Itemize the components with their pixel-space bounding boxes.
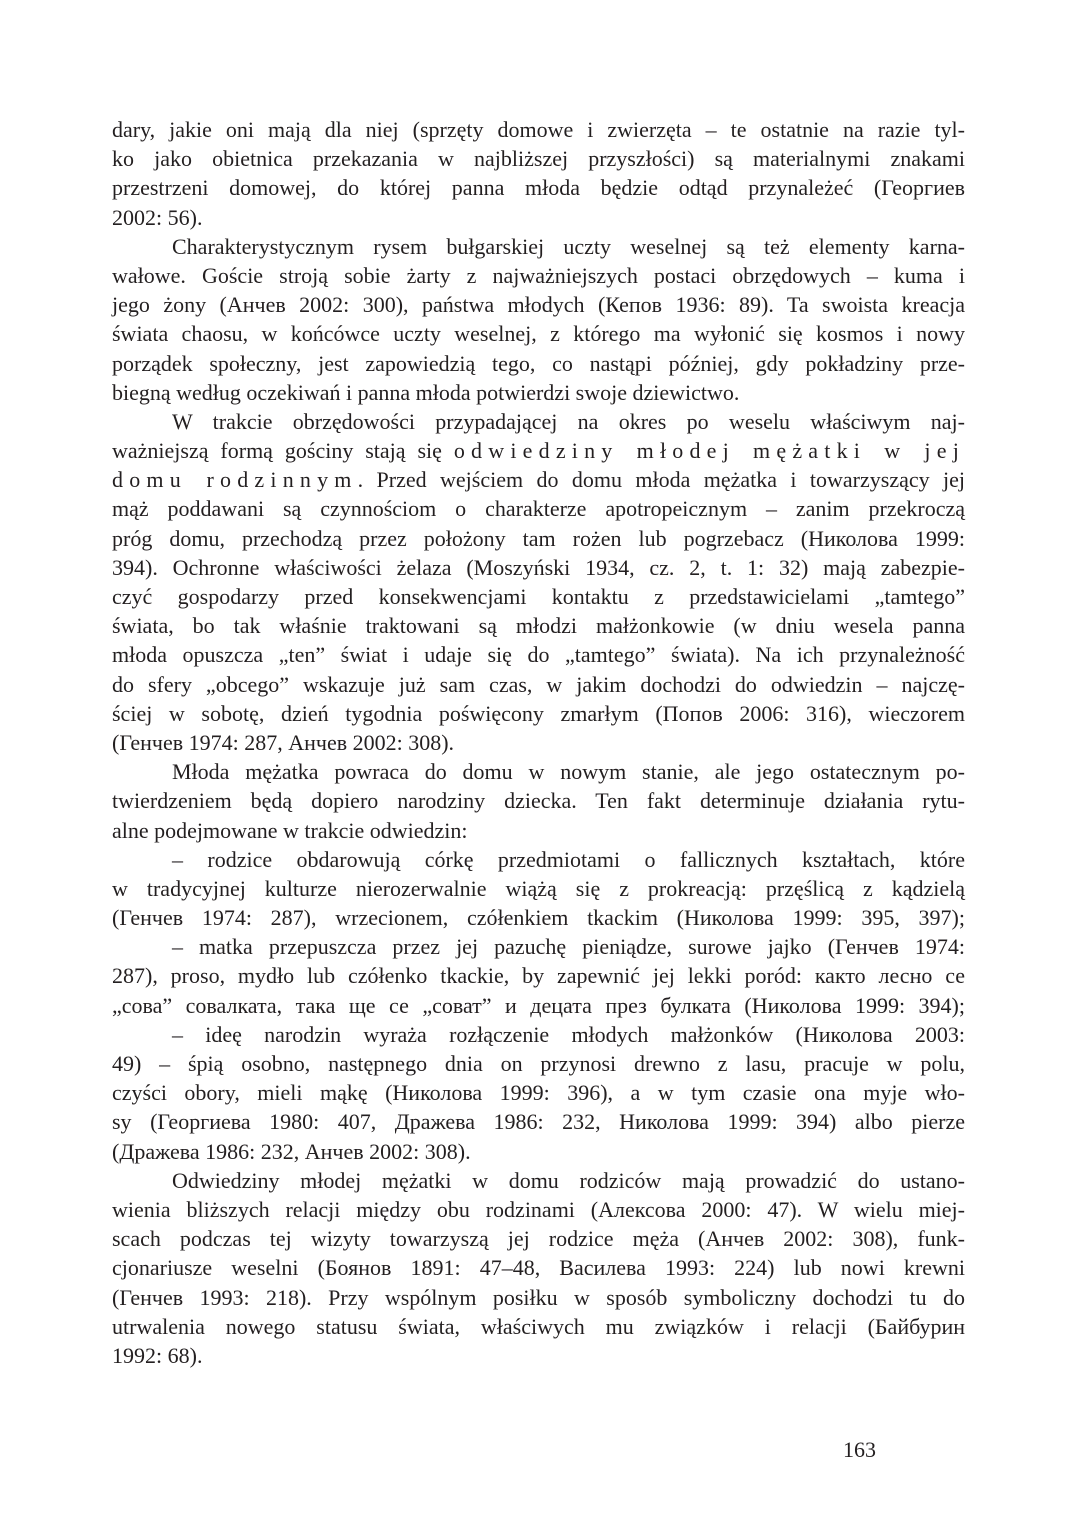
text-line: [112, 349, 965, 378]
line-text: młoda opuszcza „ten” świat i udaje się do „tamtego” świata). Na ich przynależność: [112, 642, 965, 668]
page-number: 163: [843, 1437, 876, 1462]
text-line: [112, 232, 965, 261]
text-line: [112, 115, 965, 144]
text-line: [112, 1166, 965, 1195]
text-line: [112, 524, 965, 553]
body-text: [112, 115, 965, 1370]
text-line: [112, 699, 965, 728]
line-text: do sfery „obcego” wskazuje już sam czas, w jakim dochodzi do odwiedzin – najczę-: [112, 671, 965, 697]
text-line: [112, 553, 965, 582]
line-text: świata chaosu, w końcówce uczty weselnej, z którego ma wyłonić się kosmos i nowy: [112, 321, 965, 347]
line-text: – matka przepuszcza przez jej pazuchę pieniądze, surowe jajko (Генчев 1974:: [172, 934, 965, 960]
text-line: [112, 465, 965, 494]
line-text: „сова” совалката, така ще се „соват” и децата през булката (Николова 1999: 394);: [112, 992, 965, 1018]
line-text: utrwalenia nowego statusu świata, właściwych mu związków i relacji (Байбурин: [112, 1313, 965, 1339]
text-line: [112, 1020, 965, 1049]
text-line: [112, 1049, 965, 1078]
text-line: [112, 728, 965, 757]
line-text: Charakterystycznym rysem bułgarskiej uczty weselnej są też elementy karna-: [172, 233, 965, 259]
text-line: [112, 203, 965, 232]
line-text: mąż poddawani są czynnościom o charakterze apotropeicznym – zanim przekroczą: [112, 496, 965, 522]
line-text: 2002: 56).: [112, 204, 203, 230]
line-text: jego żony (Анчев 2002: 300), państwa młodych (Кепов 1936: 89). Ta swoista kreacja: [112, 292, 965, 318]
text-line: [112, 1078, 965, 1107]
text-line: [112, 640, 965, 669]
line-text: ważniejszą formą gościny stają się: [112, 438, 454, 464]
text-line: [112, 786, 965, 815]
text-line: [112, 1341, 965, 1370]
text-line: [112, 436, 965, 465]
text-line: [112, 1107, 965, 1136]
line-text: sy (Георгиева 1980: 407, Дражева 1986: 232, Николова 1999: 394) albo pierze: [112, 1109, 965, 1135]
line-text: twierdzeniem będą dopiero narodziny dziecka. Ten fakt determinuje działania rytu-: [112, 788, 965, 814]
text-line: [112, 144, 965, 173]
line-text: Odwiedziny młodej mężatki w domu rodziców mają prowadzić do ustano-: [172, 1167, 965, 1193]
text-line: [112, 290, 965, 319]
text-line: [112, 378, 965, 407]
text-line: [112, 961, 965, 990]
line-text: w tradycyjnej kulturze nierozerwalnie wiążą się z prokreacją: przęślicą z kądzielą: [112, 875, 965, 901]
text-line: [112, 1137, 965, 1166]
line-text: – ideę narodzin wyraża rozłączenie młodych małżonków (Николова 2003:: [172, 1021, 965, 1047]
line-text: – rodzice obdarowują córkę przedmiotami o fallicznych kształtach, które: [172, 846, 965, 872]
text-line: [112, 1195, 965, 1224]
text-line: [112, 874, 965, 903]
text-line: [112, 407, 965, 436]
text-line: [112, 1283, 965, 1312]
line-text: scach podczas tej wizyty towarzyszą jej rodzice męża (Анчев 2002: 308), funk-: [112, 1226, 965, 1252]
line-text: Młoda mężatka powraca do domu w nowym stanie, ale jego ostatecznym po-: [172, 759, 965, 785]
line-text: alne podejmowane w trakcie odwiedzin:: [112, 817, 468, 843]
line-text: (Генчев 1993: 218). Przy wspólnym posiłku w sposób symboliczny dochodzi tu do: [112, 1284, 965, 1310]
text-line: [112, 670, 965, 699]
text-line: [112, 173, 965, 202]
text-line: [112, 991, 965, 1020]
text-line: [112, 261, 965, 290]
line-text: przestrzeni domowej, do której panna młoda będzie odtąd przynależeć (Георгиев: [112, 175, 965, 201]
line-text: wienia bliższych relacji między obu rodzinami (Алексова 2000: 47). W wielu miej-: [112, 1196, 965, 1222]
text-line: [112, 1312, 965, 1341]
line-text: 287), proso, mydło lub czółenko tkackie, by zapewnić jej lekki poród: както лесно се: [112, 963, 965, 989]
text-line: [112, 903, 965, 932]
text-line: [112, 582, 965, 611]
line-text: dary, jakie oni mają dla niej (sprzęty domowe i zwierzęta – te ostatnie na razie tyl-: [112, 117, 965, 142]
emphasized-spaced-text: odwiedziny młodej mężatki w jej: [453, 438, 966, 464]
line-text: świata, bo tak właśnie traktowani są młodzi małżonkowie (w dniu wesela panna: [112, 613, 965, 639]
line-text: W trakcie obrzędowości przypadającej na okres po weselu właściwym naj-: [172, 408, 965, 434]
line-text: 1992: 68).: [112, 1342, 203, 1368]
text-line: [112, 816, 965, 845]
text-line: [112, 932, 965, 961]
line-text: porządek społeczny, jest zapowiedzią tego, co nastąpi później, gdy pokładziny prze-: [112, 350, 965, 376]
line-text: cjonariusze weselni (Боянов 1891: 47–48, Василева 1993: 224) lub nowi krewni: [112, 1255, 965, 1281]
line-text: biegną według oczekiwań i panna młoda potwierdzi swoje dziewictwo.: [112, 379, 740, 405]
line-text: czyści obory, mieli mąkę (Николова 1999: 396), a w tym czasie ona myje wło-: [112, 1080, 965, 1106]
line-text: (Генчев 1974: 287), wrzecionem, czółenkiem tkackim (Николова 1999: 395, 397);: [112, 905, 965, 931]
line-text: (Генчев 1974: 287, Анчев 2002: 308).: [112, 729, 455, 755]
line-text: (Дражева 1986: 232, Анчев 2002: 308).: [112, 1138, 471, 1164]
text-line: [112, 757, 965, 786]
line-text: . Przed wejściem do domu młoda mężatka i towarzyszący jej: [357, 467, 965, 493]
text-line: [112, 494, 965, 523]
text-line: [112, 1224, 965, 1253]
text-line: [112, 611, 965, 640]
text-line: [112, 845, 965, 874]
emphasized-spaced-text: domu rodzinnym: [112, 467, 358, 493]
line-text: ściej w sobotę, dzień tygodnia poświęcony zmarłym (Попов 2006: 316), wieczorem: [112, 700, 965, 726]
line-text: czyć gospodarzy przed konsekwencjami kontaktu z przedstawicielami „tamtego”: [112, 584, 965, 609]
line-text: 394). Ochronne właściwości żelaza (Moszyński 1934, cz. 2, t. 1: 32) mają zabezpie-: [112, 554, 965, 580]
line-text: próg domu, przechodzą przez położony tam rożen lub pogrzebacz (Николова 1999:: [112, 525, 965, 551]
line-text: ko jako obietnica przekazania w najbliższej przyszłości) są materialnymi znakami: [112, 146, 965, 172]
line-text: 49) – śpią osobno, następnego dnia on przynosi drewno z lasu, pracuje w polu,: [112, 1051, 965, 1076]
line-text: wałowe. Goście stroją sobie żarty z najważniejszych postaci obrzędowych – kuma i: [112, 262, 965, 288]
text-line: [112, 319, 965, 348]
text-line: [112, 1253, 965, 1282]
